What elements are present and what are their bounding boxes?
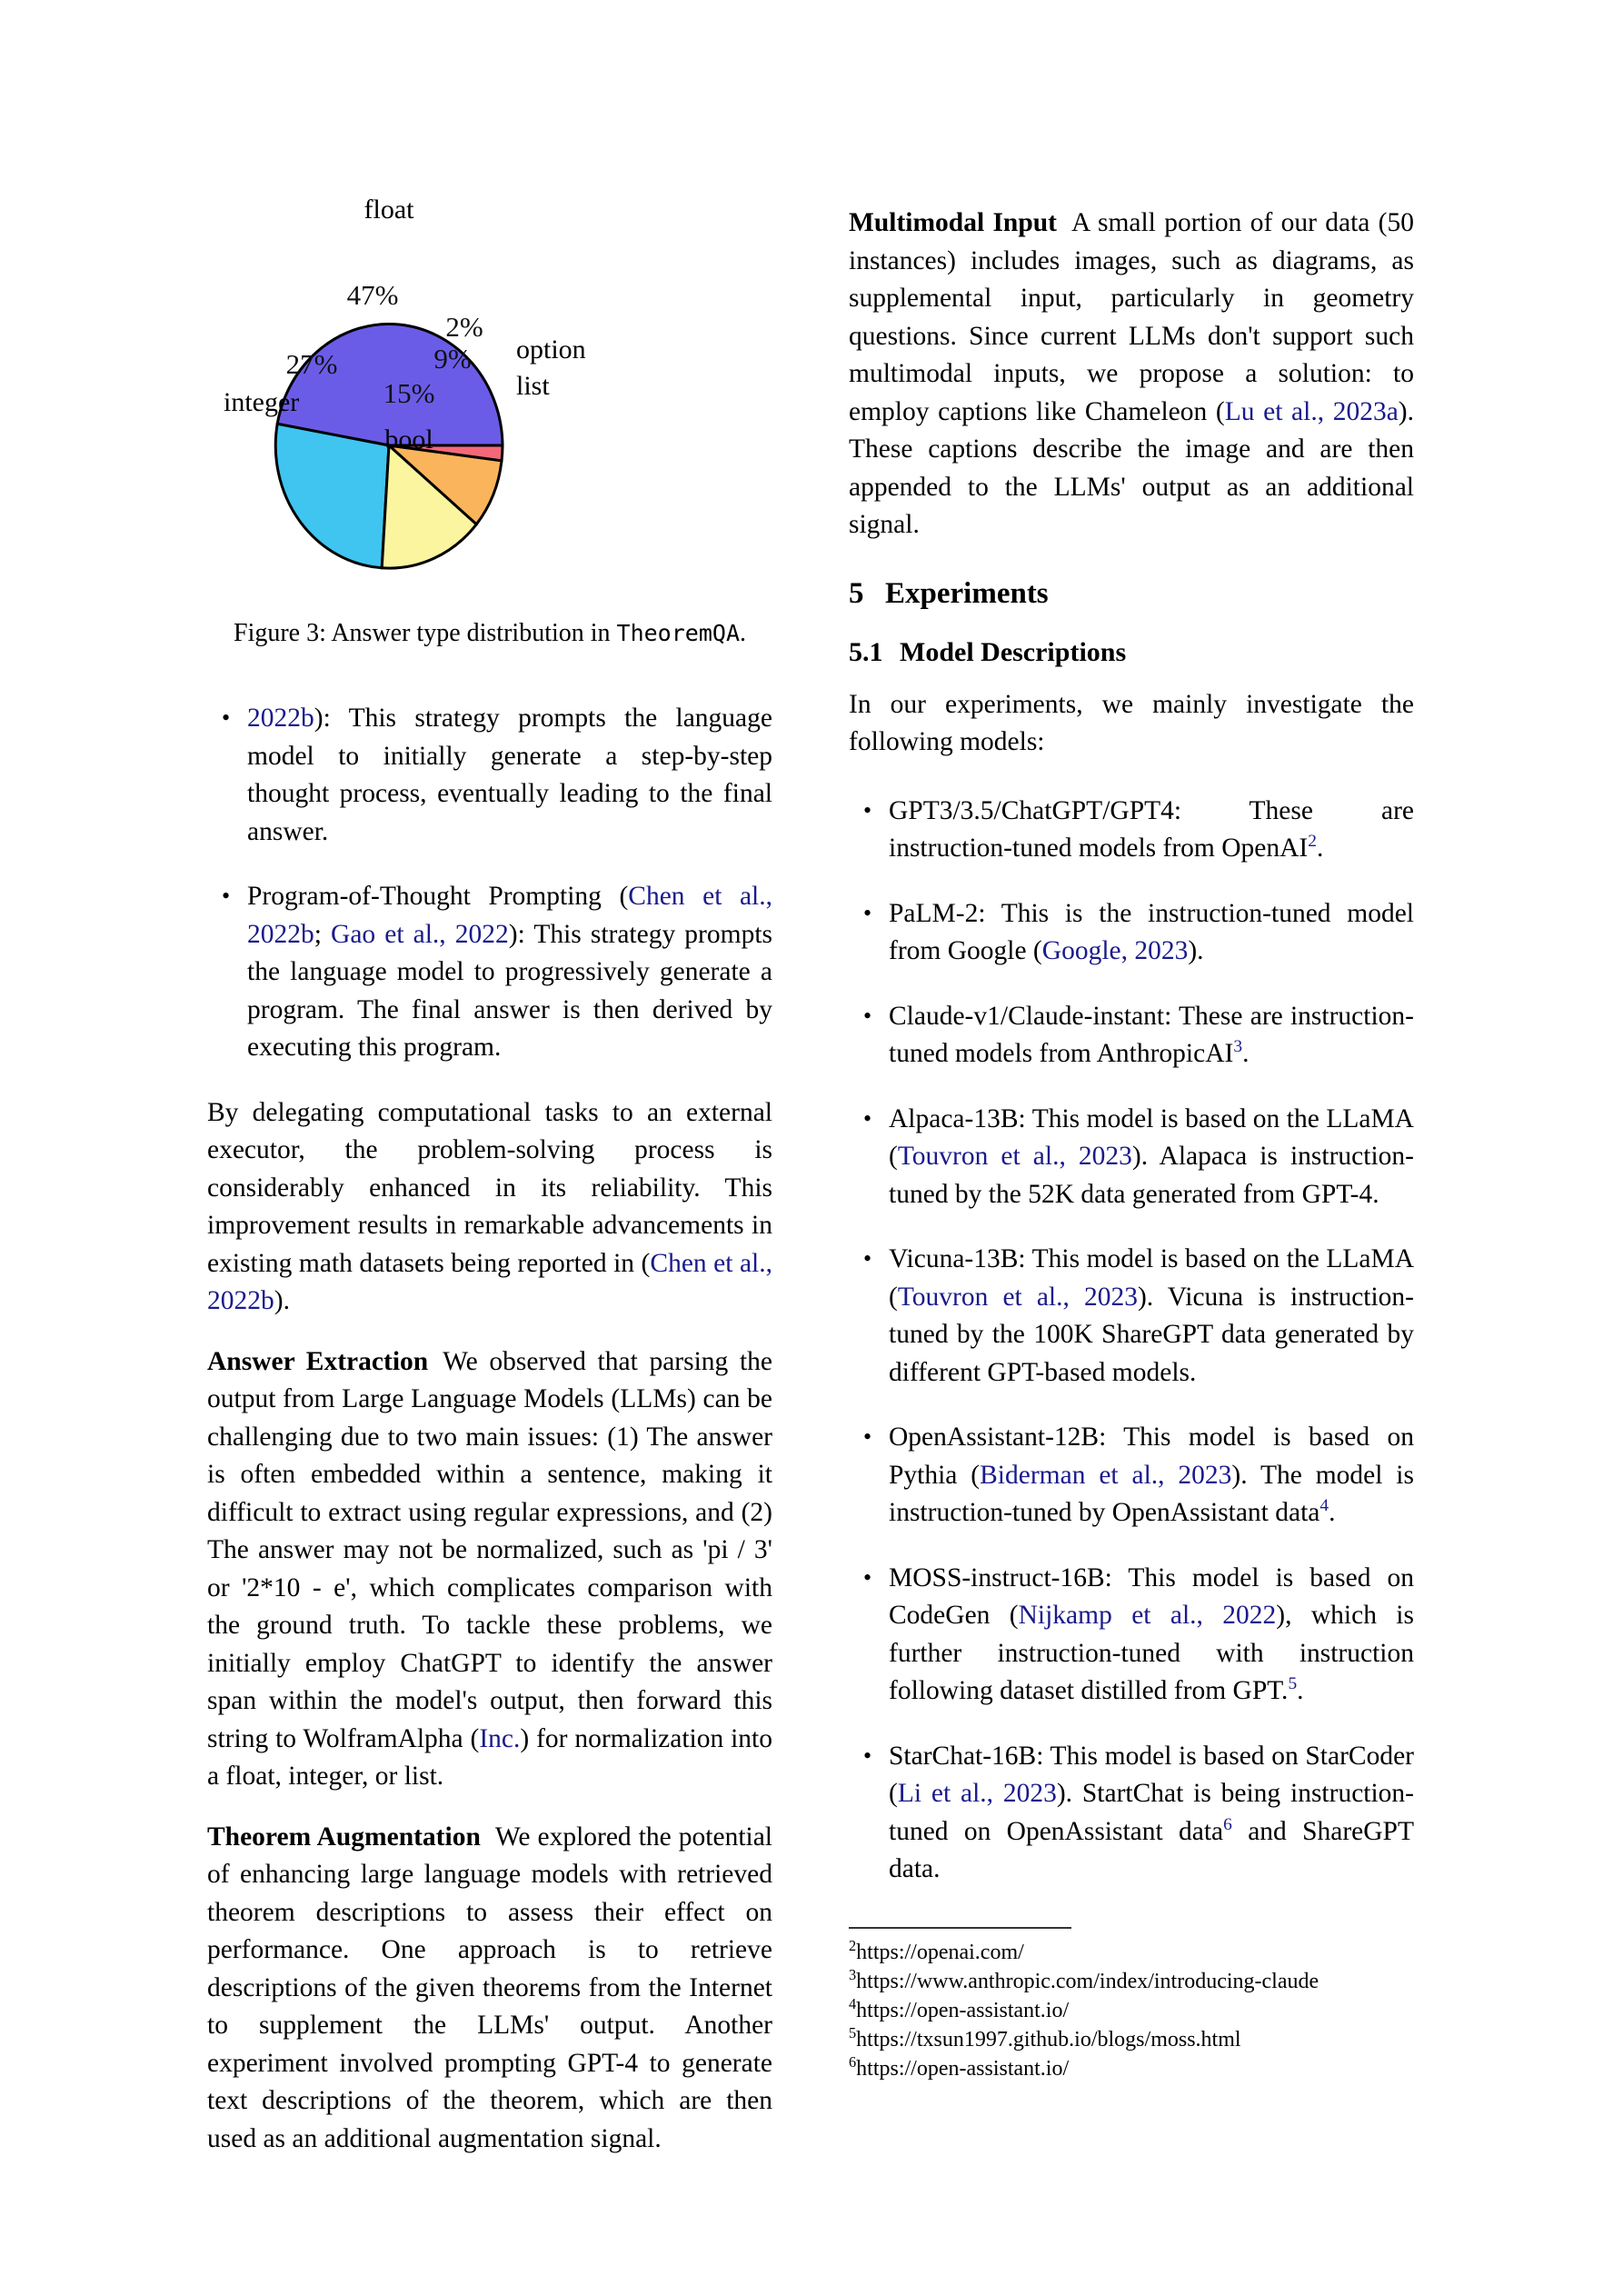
model-claude-tail: . [1242, 1039, 1250, 1068]
heading-answer-extraction: Answer Extraction [207, 1346, 429, 1376]
list-item-model-vicuna [849, 1241, 1414, 1392]
model-vicuna-tail: ). Vicuna is instruction-tuned by the 100K ShareGPT data generated by different GPT-based models. [889, 1282, 1414, 1387]
model-moss-mid: ), which is further instruction-tuned with instruction following dataset distilled from GPT. [889, 1601, 1414, 1705]
list-item-model-gpt [849, 793, 1414, 868]
footnote-ref-2[interactable]: 2 [1308, 832, 1317, 852]
subsection-heading-model-descriptions [849, 635, 1414, 670]
model-starchat-tail: and ShareGPT data. [889, 1816, 1414, 1883]
paragraph-theorem-augmentation [207, 1819, 772, 2159]
citation-li-et-al-2023[interactable]: Li et al., 2023 [897, 1779, 1057, 1808]
citation-wolframalpha-inc[interactable]: Inc. [479, 1723, 521, 1753]
list-item-pot-text: ): This strategy prompts the language model to progressively generate a program. The final answer is then derived by executing this program. [247, 919, 772, 1062]
pie-label-option: option [516, 334, 586, 364]
paragraph-multimodal-text: A small portion of our data (50 instances) includes images, such as diagrams, as supplemental input, particularly in geometry questions. Since current LLMs don't support such multimodal inputs, we propose a solution: to employ captions like Chameleon ( [849, 208, 1414, 426]
list-item-model-claude [849, 998, 1414, 1073]
footnote-2-number: 2 [849, 1937, 857, 1954]
pie-value-bool: 15% [383, 377, 435, 409]
citation-chen-2022b-delegating[interactable]: Chen et al., 2022b [207, 1248, 772, 1315]
list-item-model-alpaca [849, 1101, 1414, 1214]
figure-3 [207, 195, 772, 651]
citation-lu-et-al-2023a[interactable]: Lu et al., 2023a [1224, 396, 1399, 426]
section-number: 5 [849, 576, 864, 610]
citation-touvron-et-al-2023-vicuna[interactable]: Touvron et al., 2023 [897, 1282, 1138, 1312]
model-claude-text: Claude-v1/Claude-instant: These are instruction-tuned models from AnthropicAI [889, 1001, 1414, 1068]
model-openassistant-text: OpenAssistant-12B: This model is based on Pythia ( [889, 1423, 1414, 1490]
paragraph-answer-extraction-text: We observed that parsing the output from Large Language Models (LLMs) can be challenging due to two main issues: (1) The answer is often embedded within a sentence, making it difficult to extract using regular expressions, and (2) The answer may not be normalized, such as 'pi / 3' or '2*10 - e', which complicates comparison with the ground truth. To tackle these problems, we initially employ ChatGPT to identify the answer span within the model's output, then forward this string to WolframAlpha ( [207, 1346, 772, 1753]
footnote-6-url[interactable]: https://open-assistant.io/ [856, 2057, 1070, 2081]
model-moss-tail: . [1297, 1676, 1304, 1705]
model-gpt-text: GPT3/3.5/ChatGPT/GPT4: These are instruction-tuned models from OpenAI [889, 795, 1414, 863]
footnote-3 [849, 1967, 1414, 1996]
footnote-6 [849, 2054, 1414, 2083]
subsection-number: 5.1 [849, 636, 883, 667]
prompting-strategies-list [207, 700, 772, 1067]
footnote-6-number: 6 [849, 2053, 857, 2071]
pie-value-list: 9% [433, 343, 472, 374]
list-item-pot-lead: Program-of-Thought Prompting ( [247, 882, 629, 911]
footnote-ref-6[interactable]: 6 [1223, 1814, 1232, 1834]
model-palm2-text: PaLM-2: This is the instruction-tuned model from Google ( [889, 898, 1414, 965]
pie-chart [207, 195, 772, 609]
pie-slice-integer [275, 424, 389, 568]
footnote-4-number: 4 [849, 1995, 857, 2012]
section-title: Experiments [885, 576, 1049, 610]
citation-gao-et-al-2022[interactable]: Gao et al., 2022 [331, 919, 509, 949]
paragraph-models-intro: In our experiments, we mainly investigate the following models: [849, 689, 1414, 756]
model-palm2-tail: ). [1188, 936, 1204, 965]
heading-theorem-augmentation: Theorem Augmentation [207, 1822, 481, 1852]
model-alpaca-text: Alpaca-13B: This model is based on the LLaMA ( [889, 1103, 1414, 1171]
paragraph-delegating-tail: ). [274, 1286, 290, 1315]
pie-label-float: float [363, 195, 414, 225]
paragraph-delegating-text: By delegating computational tasks to an external executor, the problem-solving process is considerably enhanced in its reliability. This improvement results in remarkable advancements in existing math datasets being reported in ( [207, 1097, 772, 1278]
footnotes-block [849, 1927, 1414, 2083]
paragraph-answer-extraction [207, 1343, 772, 1796]
citation-google-2023[interactable]: Google, 2023 [1041, 936, 1189, 965]
model-openassistant-mid: ). The model is instruction-tuned by OpenAssistant data [889, 1460, 1414, 1527]
paragraph-answer-extraction-tail: ) for normalization into a float, integer, or list. [207, 1723, 773, 1791]
figure-caption-suffix: . [740, 619, 746, 647]
citation-chen-2022b[interactable]: 2022b [247, 704, 314, 733]
citation-touvron-et-al-2023-alpaca[interactable]: Touvron et al., 2023 [897, 1142, 1132, 1171]
left-column [207, 700, 772, 2181]
pie-label-integer: integer [224, 387, 300, 417]
model-vicuna-text: Vicuna-13B: This model is based on the LLaMA ( [889, 1244, 1414, 1312]
footnote-5-number: 5 [849, 2024, 857, 2041]
citation-chen-et-al-2022b[interactable]: Chen et al., 2022b [247, 882, 772, 949]
footnote-3-number: 3 [849, 1966, 857, 1983]
list-item-model-starchat [849, 1738, 1414, 1889]
citation-nijkamp-et-al-2022[interactable]: Nijkamp et al., 2022 [1018, 1601, 1277, 1630]
pie-chart-svg [207, 195, 772, 609]
footnote-ref-3[interactable]: 3 [1233, 1037, 1243, 1057]
paragraph-theorem-augmentation-text: We explored the potential of enhancing large language models with retrieved theorem descriptions to assess their effect on performance. One approach is to retrieve descriptions of the given theorems from the Internet to supplement the LLMs' output. Another experiment involved prompting GPT-4 to generate text descriptions of the theorem, which are then used as an additional augmentation signal. [207, 1822, 773, 2153]
list-item-model-openassistant [849, 1419, 1414, 1532]
footnote-ref-5[interactable]: 5 [1288, 1674, 1298, 1694]
figure-caption [207, 616, 772, 651]
pie-value-integer: 27% [285, 348, 338, 380]
paragraph-multimodal-input [849, 205, 1414, 544]
footnote-2 [849, 1938, 1414, 1967]
footnote-4-url[interactable]: https://open-assistant.io/ [856, 1999, 1070, 2022]
footnote-2-url[interactable]: https://openai.com/ [856, 1941, 1024, 1964]
list-item-model-palm2 [849, 895, 1414, 971]
pie-label-list: list [516, 371, 550, 401]
model-starchat-text: StarChat-16B: This model is based on StarCoder ( [889, 1741, 1414, 1808]
list-item-cot-continuation [207, 700, 772, 851]
list-item-cot-text: ): This strategy prompts the language model to initially generate a step-by-step thought process, eventually leading to the final answer. [247, 704, 772, 846]
subsection-title: Model Descriptions [900, 636, 1127, 667]
footnote-3-url[interactable]: https://www.anthropic.com/index/introducing-claude [856, 1970, 1319, 1993]
model-alpaca-tail: ). Alapaca is instruction-tuned by the 52K data generated from GPT-4. [889, 1142, 1414, 1209]
model-list [849, 793, 1414, 1889]
model-starchat-mid: ). StartChat is being instruction-tuned on OpenAssistant data [889, 1779, 1415, 1846]
footnote-4 [849, 1996, 1414, 2025]
heading-multimodal-input: Multimodal Input [849, 208, 1057, 237]
right-column [849, 205, 1414, 1916]
citation-separator: ; [314, 919, 332, 949]
figure-caption-prefix: Figure 3: Answer type distribution in [234, 619, 617, 647]
footnote-ref-4[interactable]: 4 [1319, 1496, 1329, 1516]
pie-value-option: 2% [445, 311, 483, 343]
pie-label-bool: bool [384, 424, 433, 454]
paragraph-multimodal-tail: ). These captions describe the image and are then appended to the LLMs' output as an additional signal. [849, 396, 1414, 539]
footnote-rule [849, 1927, 1071, 1929]
pie-value-float: 47% [346, 279, 399, 311]
model-gpt-tail: . [1317, 834, 1324, 863]
model-openassistant-tail: . [1329, 1498, 1336, 1527]
figure-caption-dataset: TheoremQA [616, 620, 740, 646]
list-item-model-moss [849, 1560, 1414, 1711]
paragraph-delegating [207, 1094, 772, 1321]
footnote-5-url[interactable]: https://txsun1997.github.io/blogs/moss.html [856, 2028, 1241, 2051]
section-heading-experiments [849, 575, 1414, 612]
model-moss-text: MOSS-instruct-16B: This model is based on CodeGen ( [889, 1562, 1414, 1630]
citation-biderman-et-al-2023[interactable]: Biderman et al., 2023 [980, 1460, 1232, 1490]
list-item-pot [207, 878, 772, 1067]
footnote-5 [849, 2025, 1414, 2054]
